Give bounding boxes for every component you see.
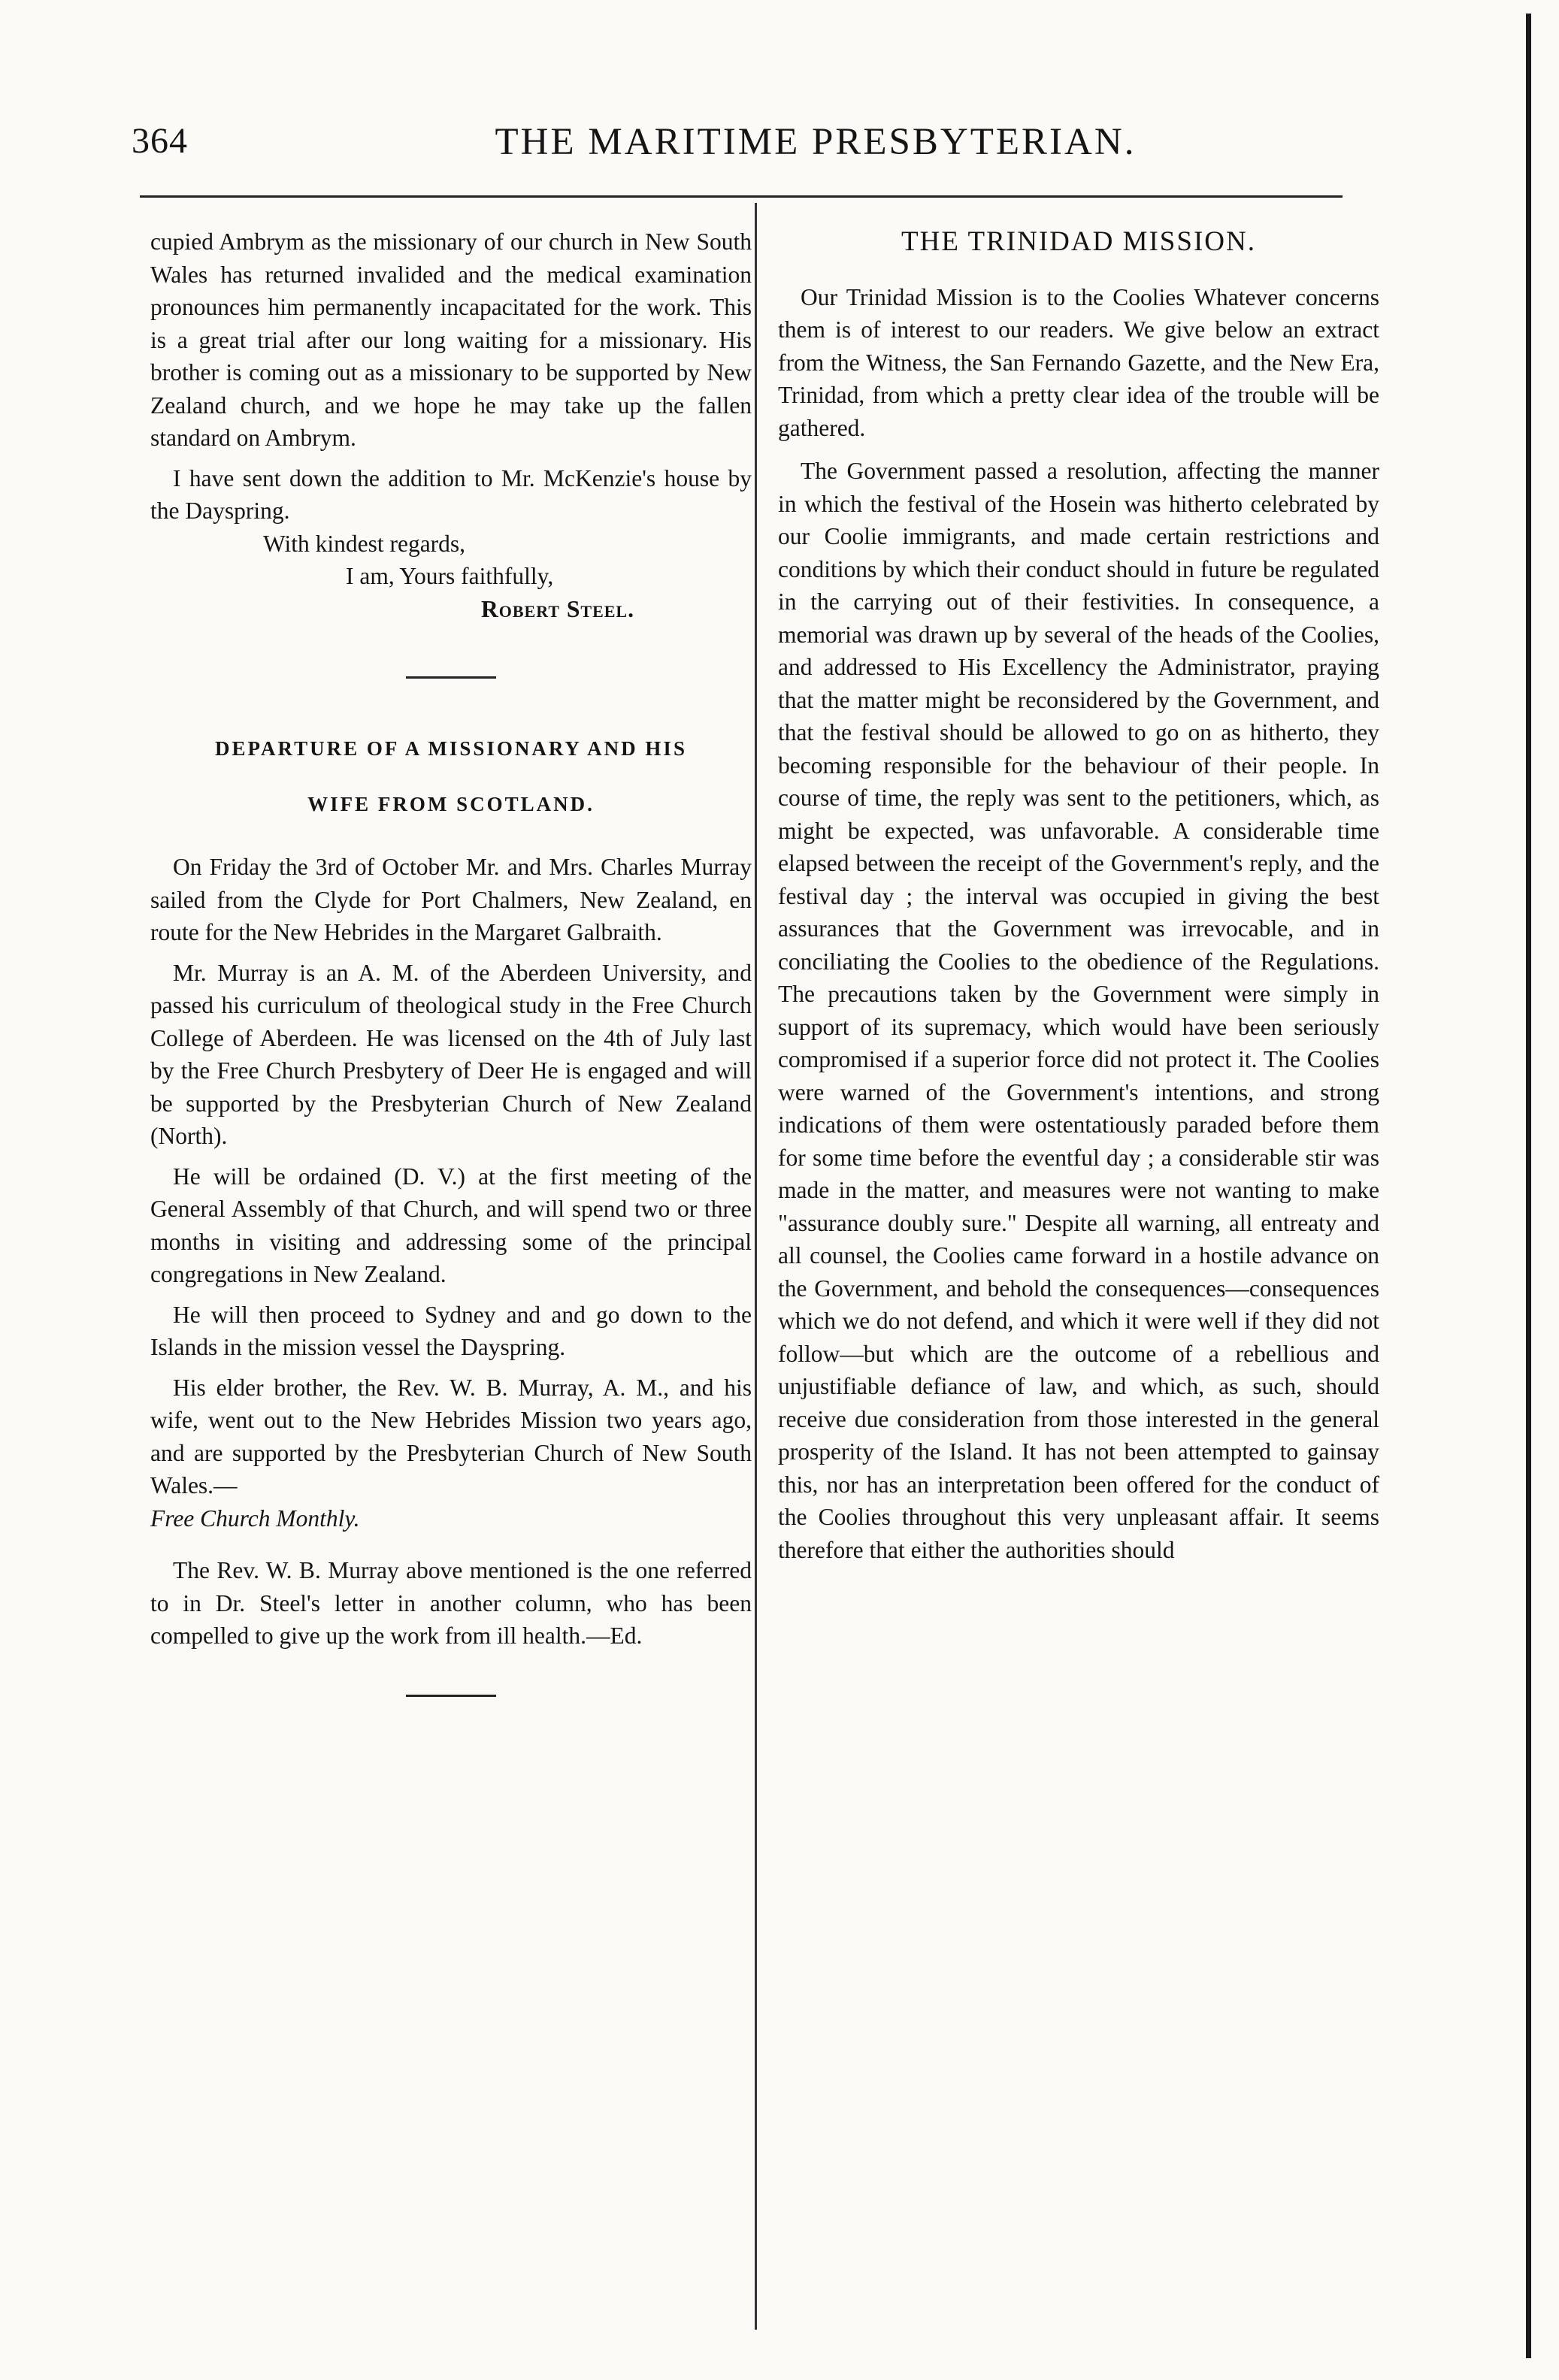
page-edge-rule (1526, 14, 1531, 2358)
section-title-line2: WIFE FROM SCOTLAND. (307, 792, 595, 815)
letter-greeting: With kindest regards, (263, 530, 466, 557)
page-header (132, 120, 1349, 173)
running-title: THE MARITIME PRESBYTERIAN. (495, 121, 1137, 163)
editor-note: The Rev. W. B. Murray above mentioned is the one referred to in Dr. Steel's letter in another column, who has been compelled to give up the work from ill health.—Ed. (150, 1557, 752, 1649)
article-paragraph: His elder brother, the Rev. W. B. Murray, A. M., and his wife, went out to the New Hebrides Mission two years ago, and are supported by the Presbyterian Church of New South Wales.— (150, 1374, 752, 1498)
article-paragraph: Mr. Murray is an A. M. of the Aberdeen University, and passed his curriculum of theological study in the Free Church College of Aberdeen. He was licensed on the 4th of July last by the Free Church Presbytery of Deer He is engaged and will be supported by the Presbyterian Church of New Zealand (North). (150, 959, 752, 1149)
trinidad-title: THE TRINIDAD MISSION. (901, 226, 1256, 257)
source-credit: Free Church Monthly. (150, 1505, 360, 1532)
column-divider (755, 203, 757, 2330)
letter-paragraph: I have sent down the addition to Mr. McKenzie's house by the Dayspring. (150, 464, 752, 524)
article-paragraph: He will be ordained (D. V.) at the first meeting of the General Assembly of that Church, and will spend two or three months in visiting and addressing some of the principal congregations in New Zealand. (150, 1163, 752, 1287)
letter-signature: Robert Steel. (481, 595, 634, 622)
left-column (150, 225, 752, 1751)
section-separator (406, 676, 496, 679)
section-title: DEPARTURE OF A MISSIONARY AND HIS (215, 737, 687, 760)
article-paragraph: The Government passed a resolution, affecting the manner in which the festival of the Hosein was hitherto celebrated by our Coolie immigrants, and made certain restrictions and conditions by which their conduct should in future be regulated in the carrying out of their festivities. In consequence, a memorial was drawn up by several of the heads of the Coolies, and addressed to His Excellency the Administrator, praying that the matter might be reconsidered by the Government, and that the festival should be allowed to go on as hitherto, they becoming responsible for the behaviour of their people. In course of time, the reply was sent to the petitioners, which, as might be expected, was unfavorable. A considerable time elapsed between the receipt of the Government's reply, and the festival day ; the interval was occupied in giving the best assurances that the Government was irrevocable, and in conciliating the Coolies to the obedience of the Regulations. The precautions taken by the Government were simply in support of its supremacy, which would have been seriously compromised if a superior force did not protect it. The Coolies were warned of the Government's intentions, and strong indications of them were ostentatiously paraded before them for some time before the eventful day ; a considerable stir was made in the matter, and measures were not wanting to make "assurance doubly sure." Despite all warning, all entreaty and all counsel, the Coolies came forward in a hostile advance on the Government, and behold the consequences—consequences which we do not defend, and which it were well if they did not follow—but which are the outcome of a rebellious and unjustifiable defiance of law, and which, as such, should receive due consideration from those interested in the general prosperity of the Island. It has not been attempted to gainsay this, nor has an interpretation been offered for the conduct of the Coolies throughout this very unpleasant affair. It seems therefore that either the authorities should (778, 458, 1379, 1563)
header-rule (140, 195, 1343, 198)
article-paragraph: He will then proceed to Sydney and and go down to the Islands in the mission vessel the Dayspring. (150, 1301, 752, 1360)
end-separator (406, 1695, 496, 1697)
article-paragraph: On Friday the 3rd of October Mr. and Mrs. Charles Murray sailed from the Clyde for Port Chalmers, New Zealand, en route for the New Hebrides in the Margaret Galbraith. (150, 854, 752, 945)
letter-paragraph: cupied Ambrym as the missionary of our church in New South Wales has returned invalided and the medical examination pronounces him permanently incapacitated for the work. This is a great trial after our long waiting for a missionary. His brother is coming out as a missionary to be supported by New Zealand church, and we hope he may take up the fallen standard on Ambrym. (150, 228, 752, 451)
page-number: 364 (132, 121, 188, 161)
letter-closing: I am, Yours faithfully, (346, 563, 554, 589)
right-column (778, 225, 1379, 1566)
article-paragraph: Our Trinidad Mission is to the Coolies Whatever concerns them is of interest to our readers. We give below an extract from the Witness, the San Fernando Gazette, and the New Era, Trinidad, from which a pretty clear idea of the trouble will be gathered. (778, 283, 1379, 441)
